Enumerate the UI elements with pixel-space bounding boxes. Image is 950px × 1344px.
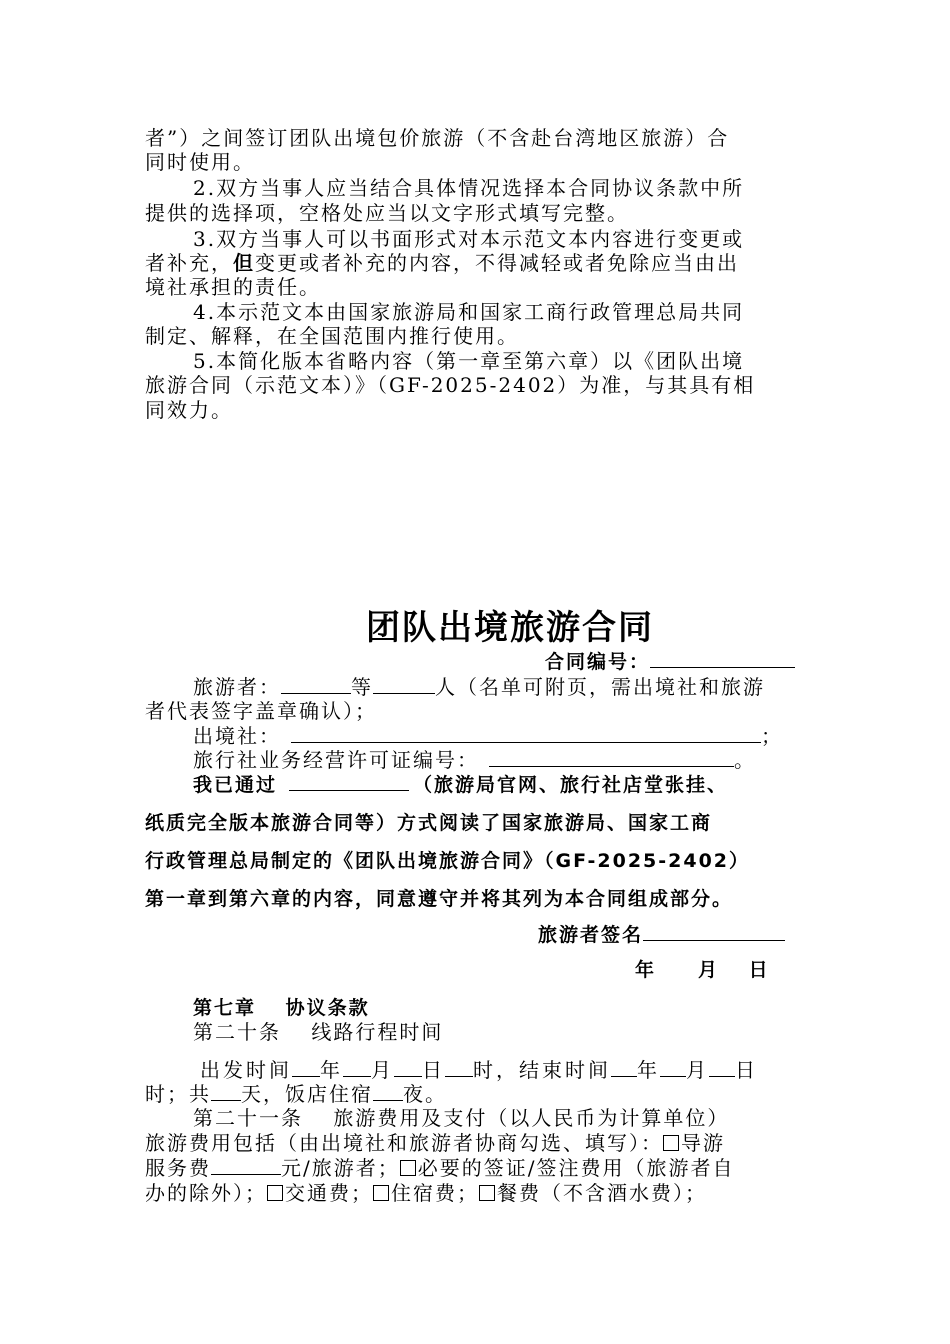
text-span: 我已通过: [193, 774, 278, 796]
itinerary-time-row: [200, 1058, 860, 1082]
tourist-row: [193, 675, 853, 699]
intro-note-2: 2.双方当事人应当结合具体情况选择本合同协议条款中所: [193, 176, 745, 200]
text-span: 月: [686, 1058, 709, 1082]
text-span: 等: [351, 675, 373, 699]
depart-month-blank[interactable]: [343, 1058, 371, 1077]
fee-row: [145, 1131, 805, 1155]
intro-line: 旅游合同（示范文本）》（GF-2025-2402）为准，与其具有相: [145, 373, 756, 397]
hotel-nights-blank[interactable]: [373, 1082, 403, 1101]
text-span: 元/旅游者；: [281, 1156, 400, 1180]
intro-note-5: 5.本简化版本省略内容（第一章至第六章）以《团队出境: [193, 349, 745, 373]
text-span: 年: [320, 1058, 343, 1082]
agency-row: [193, 724, 853, 748]
end-month-blank[interactable]: [660, 1058, 686, 1077]
agency-blank[interactable]: [291, 724, 761, 743]
text-span: ；: [761, 724, 783, 748]
intro-line: 境社承担的责任。: [145, 275, 321, 299]
text-span: 者补充，: [145, 251, 233, 275]
fee-row: [145, 1156, 805, 1180]
text-span: 住宿费；: [391, 1181, 479, 1205]
contract-title: 团队出境旅游合同: [366, 608, 654, 648]
guide-fee-blank[interactable]: [211, 1156, 281, 1175]
depart-day-blank[interactable]: [394, 1058, 422, 1077]
depart-year-blank[interactable]: [292, 1058, 320, 1077]
read-statement-line: 行政管理总局制定的《团队出境旅游合同》（GF-2025-2402）: [145, 850, 751, 872]
text-span: 。: [734, 748, 756, 772]
fee-row: [145, 1181, 805, 1205]
tourist-count-blank[interactable]: [373, 675, 435, 694]
text-span: 年: [637, 1058, 660, 1082]
hotel-fee-checkbox[interactable]: [373, 1185, 389, 1201]
contract-number-row: [545, 649, 805, 674]
signature-row: [538, 922, 808, 947]
visa-fee-checkbox[interactable]: [400, 1160, 416, 1176]
contract-number-label: 合同编号：: [545, 651, 651, 673]
article-20-heading: 第二十条 线路行程时间: [193, 1020, 444, 1044]
text-span: 日: [422, 1058, 445, 1082]
text-span: 天，饭店住宿: [241, 1082, 373, 1106]
end-day-blank[interactable]: [709, 1058, 735, 1077]
total-days-blank[interactable]: [211, 1082, 241, 1101]
tourist-label: 旅游者：: [193, 675, 281, 699]
date-line: 年 月 日: [635, 959, 770, 981]
read-statement-line: 纸质完全版本旅游合同等）方式阅读了国家旅游局、国家工商: [145, 812, 713, 834]
intro-line: 同时使用。: [145, 150, 255, 174]
text-span: 时，结束时间: [473, 1058, 611, 1082]
signature-label: 旅游者签名: [538, 924, 644, 946]
license-row: [193, 748, 853, 772]
read-statement: [193, 772, 853, 797]
text-span: 日: [735, 1058, 758, 1082]
license-blank[interactable]: [489, 748, 734, 767]
agency-label: 出境社：: [193, 724, 281, 748]
text-span: 办的除外）；: [145, 1181, 267, 1205]
license-label: 旅行社业务经营许可证编号：: [193, 748, 479, 772]
traffic-fee-checkbox[interactable]: [267, 1185, 283, 1201]
itinerary-time-row-cont: [145, 1082, 805, 1106]
text-span: 夜。: [403, 1082, 447, 1106]
article-21-heading: 第二十一条 旅游费用及支付（以人民币为计算单位）: [193, 1106, 730, 1130]
intro-line: 提供的选择项，空格处应当以文字形式填写完整。: [145, 201, 629, 225]
read-statement-line: 第一章到第六章的内容，同意遵守并将其列为本合同组成部分。: [145, 888, 734, 910]
depart-hour-blank[interactable]: [445, 1058, 473, 1077]
text-span: 变更或者补充的内容，不得减轻或者免除应当由出: [255, 251, 739, 275]
intro-line: 同效力。: [145, 398, 233, 422]
text-span: （旅游局官网、旅行社店堂张挂、: [413, 774, 729, 796]
signature-blank[interactable]: [643, 922, 785, 941]
intro-line: 者”）之间签订团队出境包价旅游（不含赴台湾地区旅游）合: [145, 126, 730, 150]
text-span: 交通费；: [285, 1181, 373, 1205]
text-span: 人（名单可附页，需出境社和旅游: [435, 675, 765, 699]
text-span: 出发时间: [200, 1058, 292, 1082]
text-span: 餐费（不含酒水费）；: [497, 1181, 707, 1205]
text-span: 服务费: [145, 1156, 211, 1180]
end-year-blank[interactable]: [611, 1058, 637, 1077]
text-span: 时；共: [145, 1082, 211, 1106]
meal-fee-checkbox[interactable]: [479, 1185, 495, 1201]
tourist-row-cont: 者代表签字盖章确认）；: [145, 699, 377, 723]
contract-number-blank[interactable]: [650, 649, 795, 668]
text-span: 旅游费用包括（由出境社和旅游者协商勾选、填写）：: [145, 1131, 663, 1155]
intro-line: [145, 251, 805, 275]
text-span: 导游: [681, 1131, 725, 1155]
tourist-name-blank[interactable]: [281, 675, 351, 694]
intro-note-3: 3.双方当事人可以书面形式对本示范文本内容进行变更或: [193, 227, 745, 251]
read-method-blank[interactable]: [289, 772, 409, 791]
intro-note-4: 4.本示范文本由国家旅游局和国家工商行政管理总局共同: [193, 300, 745, 324]
guide-fee-checkbox[interactable]: [663, 1135, 679, 1151]
intro-line: 制定、解释，在全国范围内推行使用。: [145, 324, 519, 348]
chapter-heading: 第七章 协议条款: [193, 997, 370, 1019]
bold-text: 但: [233, 251, 255, 275]
text-span: 必要的签证/签注费用（旅游者自: [417, 1156, 735, 1180]
text-span: 月: [371, 1058, 394, 1082]
